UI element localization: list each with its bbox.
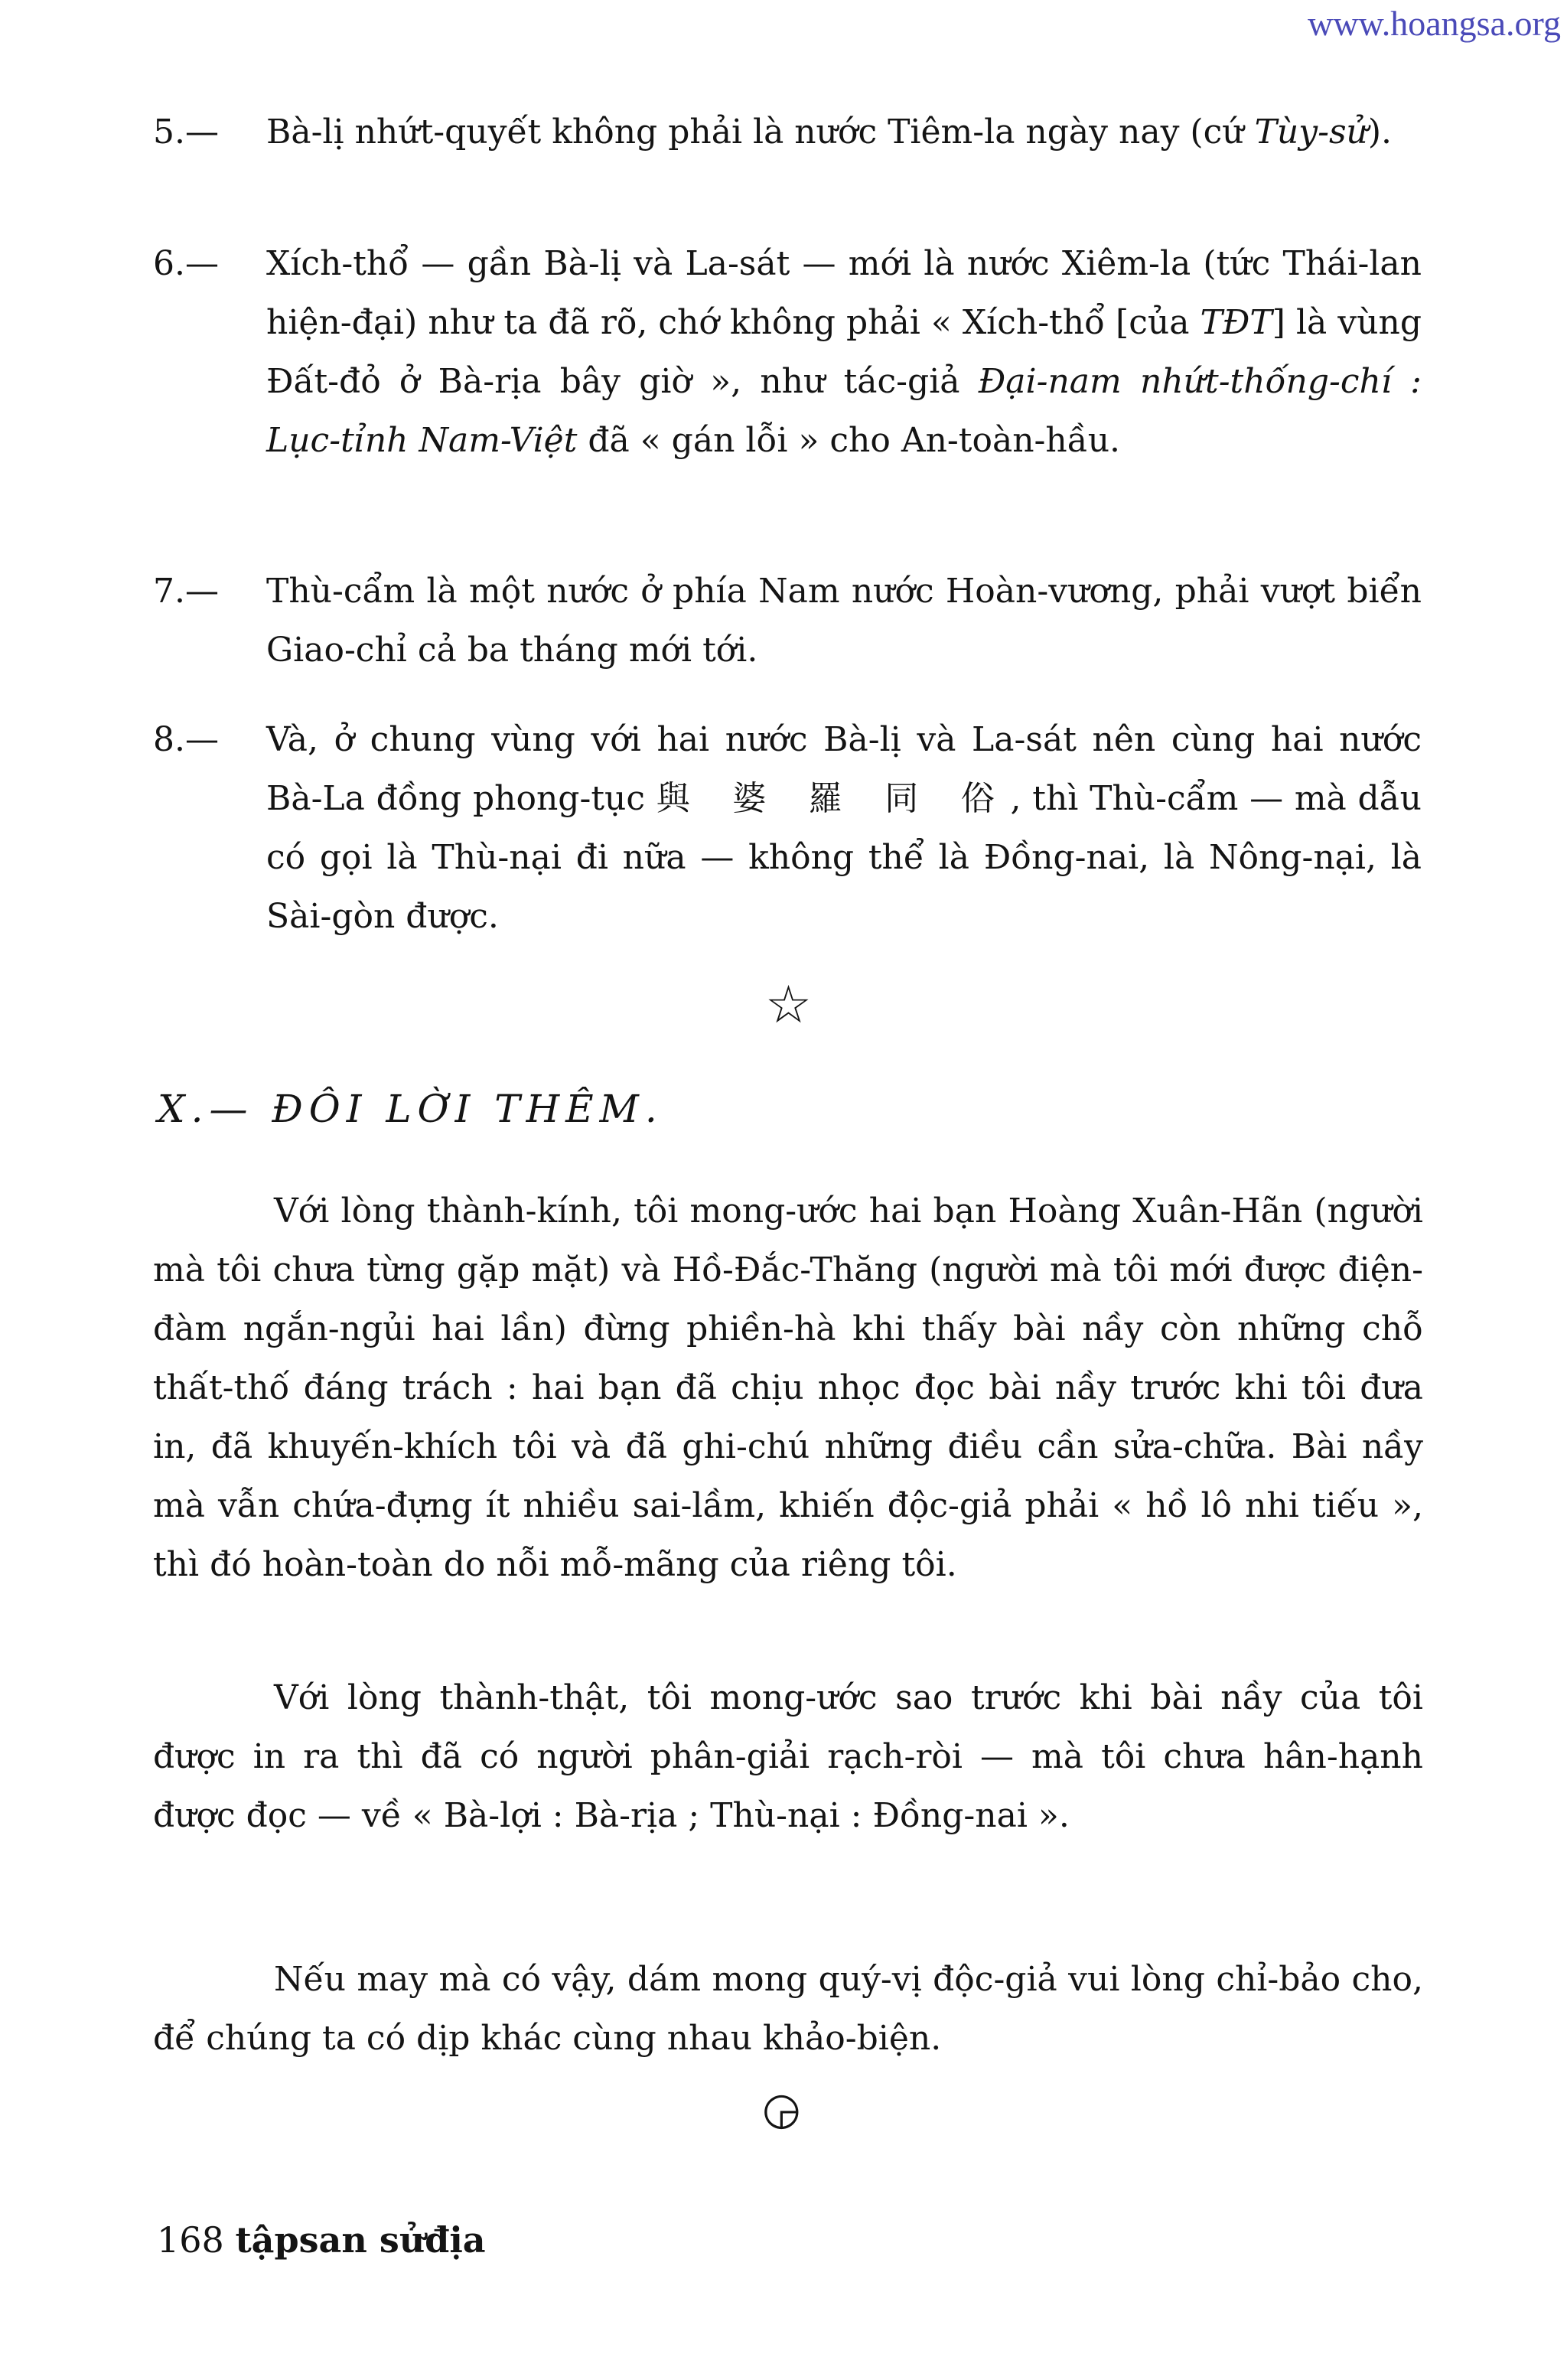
journal-title: tậpsan sửđịa [235,2219,486,2261]
item-text-8: Và, ở chung vùng với hai nước Bà-lị và La-sát nên cùng hai nước Bà-La đồng phong-tục 與 婆 羅 同 俗, thì Thù-cẩm — mà dẫu có gọi là Thù-nại đi nữa — không thể là Đồng-nai, là Nông-nại, là Sài-gòn được. [266,720,1422,936]
watermark-url[interactable]: www.hoangsa.org [1308,4,1561,43]
paragraph-1: Với lòng thành-kính, tôi mong-ước hai bạn Hoàng Xuân-Hãn (người mà tôi chưa từng gặp mặt) và Hồ-Đắc-Thăng (người mà tôi mới được điện-đàm ngắn-ngủi hai lần) đừng phiền-hà khi thấy bài nầy còn những chỗ thất-thố đáng trách : hai bạn đã chịu nhọc đọc bài nầy trước khi tôi đưa in, đã khuyến-khích tôi và đã ghi-chú những điều cần sửa-chữa. Bài nầy mà vẫn chứa-đựng ít nhiều sai-lầm, khiến độc-giả phải « hồ lô nhi tiếu », thì đó hoàn-toàn do nỗi mỗ-mãng của riêng tôi. [153,1192,1423,1584]
page-number: 168 [157,2219,224,2261]
abbreviation-reference: TĐT [1200,303,1272,342]
book-title-reference: Đại-nam nhứt-thống-chí : Lục-tỉnh Nam-Việt [266,362,1422,460]
paragraph-3: Nếu may mà có vậy, dám mong quý-vị độc-giả vui lòng chỉ-bảo cho, để chúng ta có dịp khác cùng nhau khảo-biện. [153,1960,1423,2058]
chinese-characters: 與 婆 羅 同 俗 [656,779,1011,818]
item-number-5: 5.— [153,112,219,152]
source-reference: Tùy-sử [1254,112,1368,152]
item-number-8: 8.— [153,720,219,759]
section-heading: X.— ĐÔI LỜI THÊM. [158,1087,663,1131]
item-text-5: Bà-lị nhứt-quyết không phải là nước Tiêm-la ngày nay (cứ Tùy-sử). [266,112,1393,152]
end-mark-icon: ◶ [762,2082,801,2134]
star-separator-icon: ☆ [765,975,812,1035]
item-number-7: 7.— [153,572,219,611]
page-footer [157,2219,486,2261]
item-number-6: 6.— [153,244,219,283]
paragraph-2: Với lòng thành-thật, tôi mong-ước sao trước khi bài nầy của tôi được in ra thì đã có người phân-giải rạch-ròi — mà tôi chưa hân-hạnh được đọc — về « Bà-lợi : Bà-rịa ; Thù-nại : Đồng-nai ». [153,1678,1423,1835]
item-text-7: Thù-cẩm là một nước ở phía Nam nước Hoàn-vương, phải vượt biển Giao-chỉ cả ba tháng mới tới. [266,572,1422,670]
item-text-6: Xích-thổ — gần Bà-lị và La-sát — mới là nước Xiêm-la (tức Thái-lan hiện-đại) như ta đã rõ, chớ không phải « Xích-thổ [của TĐT] là vùng Đất-đỏ ở Bà-rịa bây giờ », như tác-giả Đại-nam nhứt-thống-chí : Lục-tỉnh Nam-Việt đã « gán lỗi » cho An-toàn-hầu. [266,244,1422,460]
